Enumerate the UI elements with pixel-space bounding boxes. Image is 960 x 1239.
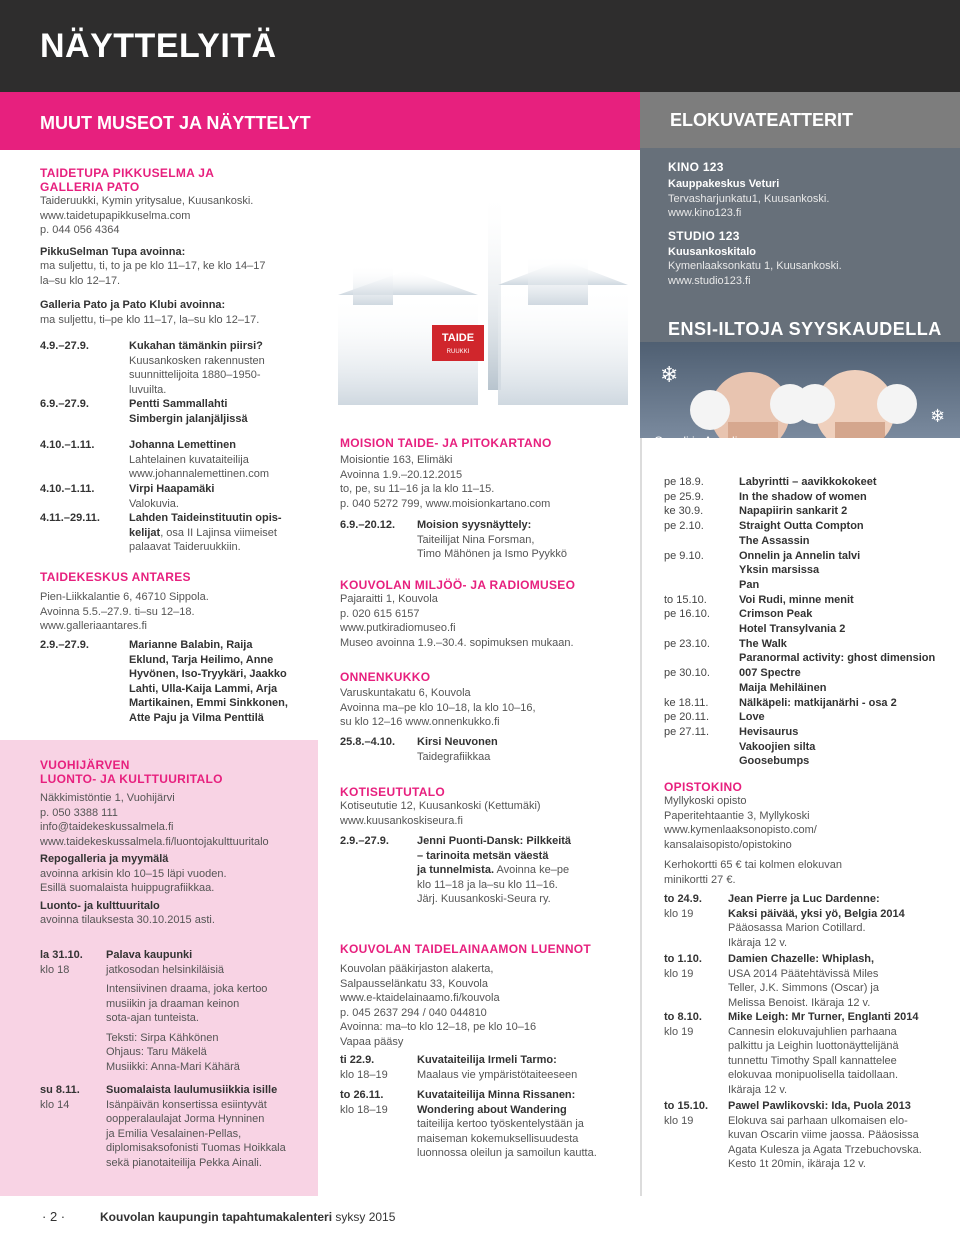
opistokino-price: Kerhokortti 65 € tai kolmen elokuvan — [664, 859, 842, 871]
event-title-2: – tarinoita metsän väestä — [417, 849, 549, 862]
premiere-date: ke 18.11. — [664, 696, 709, 709]
studio123-location: Kuusankoskitalo — [668, 245, 757, 258]
vuohijarvi-event-1 — [40, 948, 320, 1073]
vuohijarvi-web-link[interactable]: www.taidekeskussalmela.fi/luontojakulttuuritalo — [40, 835, 269, 848]
premiere-row — [664, 710, 944, 725]
antares-artists: Lahti, Ulla-Kaija Lammi, Arja — [129, 682, 278, 695]
luennot-address-2: Salpausselänkatu 33, Kouvola — [340, 977, 488, 990]
film-desc: palkittu ja Leighin luottonäyttelijänä — [728, 1040, 899, 1052]
film-desc: Ikäraja 12 v. — [728, 936, 788, 949]
event-desc: Järj. Kuusankoski-Seura ry. — [417, 893, 551, 905]
premiere-row — [664, 666, 944, 681]
film-desc: elokuvaa monipuolisella taidollaan. — [728, 1069, 899, 1081]
repogalleria-hours: avoinna arkisin klo 10–15 läpi vuoden. — [40, 867, 227, 880]
film-desc: Cannesin elokuvajuhlien parhaana — [728, 1025, 897, 1038]
taidetupa-web-link[interactable]: www.taidetupapikkuselma.com — [40, 209, 191, 222]
svg-text:❄: ❄ — [930, 406, 946, 427]
film-desc: kuvan Oscarin viime jaossa. Pääosissa — [728, 1129, 919, 1141]
premiere-row — [664, 519, 944, 534]
taidetupa-events-1 — [40, 339, 320, 429]
event-date: 25.8.–4.10. — [340, 736, 396, 748]
event-item — [129, 482, 214, 511]
film-title: Pawel Pawlikovski: Ida, Puola 2013 — [728, 1100, 911, 1112]
event-title: Virpi Haapamäki — [129, 483, 215, 495]
premiere-row — [664, 637, 944, 652]
event-desc: Taidegrafiikkaa — [417, 750, 491, 763]
event-date: la 31.10. — [40, 949, 83, 961]
premiere-title: Crimson Peak — [739, 608, 813, 621]
luontotalo-hours: avoinna tilauksesta 30.10.2015 asti. — [40, 914, 215, 926]
event-time: klo 18 — [40, 964, 70, 976]
taidetupa-phone: p. 044 056 4364 — [40, 224, 120, 236]
antares-event — [40, 638, 320, 728]
premiere-row — [664, 725, 944, 740]
event-desc: musiikin ja draaman keinon — [106, 997, 240, 1010]
event-date: 4.11.–29.11. — [40, 512, 100, 524]
film-date: to 8.10. — [664, 1011, 702, 1023]
premiere-row — [664, 754, 944, 769]
svg-text:❄: ❄ — [660, 363, 679, 388]
left-section-title: MUUT MUSEOT JA NÄYTTELYT — [40, 113, 311, 133]
onneli-anneli-illustration — [640, 342, 960, 438]
studio123-address: Kymenlaaksonkatu 1, Kuusankoski. — [668, 260, 842, 272]
onnenkukko-hours-2: su klo 12–16 www.onnenkukko.fi — [340, 716, 500, 728]
event-desc: Avoinna ke–pe — [494, 864, 570, 876]
event-desc: suunnittelijoita 1880–1950- — [129, 369, 261, 381]
opistokino-venue: Myllykoski opisto — [664, 795, 747, 807]
tower-left-shape — [353, 265, 393, 305]
photo-caption: Onneli ja Anneli — [654, 434, 738, 448]
event-date: 6.9.–20.12. — [340, 519, 396, 531]
taideruukki-illustration — [318, 175, 640, 430]
event-desc: luvuilta. — [129, 383, 167, 396]
premiere-date: pe 27.11. — [664, 725, 710, 738]
event-item — [106, 1083, 286, 1170]
taide-sign-text-1: TAIDE — [441, 332, 475, 344]
luennot-events — [340, 1053, 630, 1178]
right-section-title: ELOKUVATEATTERIT — [670, 110, 853, 130]
premiere-title: Onnelin ja Annelin talvi — [739, 549, 861, 562]
vuohijarvi-event-2 — [40, 1083, 320, 1173]
event-desc: klo 11–18 ja la–su klo 11–16. — [417, 878, 558, 891]
footer-season: syksy 2015 — [332, 1210, 396, 1224]
premiere-title: In the shadow of women — [739, 490, 867, 503]
event-desc: Valokuvia. — [129, 497, 179, 510]
event-item — [129, 638, 288, 725]
event-time: klo 14 — [40, 1099, 70, 1111]
premiere-title: Hotel Transylvania 2 — [739, 623, 846, 635]
film-info — [728, 952, 879, 1010]
studio123-web-link[interactable]: www.studio123.fi — [668, 274, 751, 287]
event-date: to 26.11. — [340, 1089, 384, 1101]
taidetupa-section — [40, 166, 265, 327]
event-desc: Teksti: Sirpa Kähkönen — [106, 1031, 219, 1044]
film-info — [728, 892, 905, 950]
antares-section — [40, 570, 209, 634]
premiere-title: The Assassin — [739, 534, 810, 547]
vuohijarvi-email-link[interactable]: info@taidekeskussalmela.fi — [40, 821, 174, 833]
film-desc: Kesto 1t 20min, ikäraja 12 v. — [728, 1158, 866, 1170]
premiere-row — [664, 681, 944, 696]
event-title-cont: kelijat — [129, 526, 161, 539]
premiere-title: Nälkäpeli: matkijanärhi - osa 2 — [739, 696, 897, 709]
film-desc: USA 2014 Päätehtävissä Miles — [728, 967, 879, 980]
onnenkukko-title: ONNENKUKKO — [340, 670, 431, 684]
event-item — [129, 438, 269, 482]
moision-hours-1: Avoinna 1.9.–20.12.2015 — [340, 468, 463, 481]
miljoo-hours: Museo avoinna 1.9.–30.4. sopimuksen mukaan. — [340, 636, 574, 649]
film-desc: Pääosassa Marion Cotillard. — [728, 922, 866, 934]
opistokino-films — [664, 892, 954, 1182]
film-desc: Melissa Benoist. Ikäraja 12 v. — [728, 996, 871, 1009]
film-time: klo 19 — [664, 1026, 694, 1038]
premiere-title: Pan — [739, 578, 760, 591]
kino123-section — [668, 160, 842, 288]
event-link[interactable]: www.johannalemettinen.com — [129, 468, 270, 480]
antares-web-link[interactable]: www.galleriaantares.fi — [40, 620, 147, 632]
luontotalo-title: Luonto- ja kulttuuritalo — [40, 899, 160, 912]
film-date: to 15.10. — [664, 1100, 709, 1112]
antares-title: TAIDEKESKUS ANTARES — [40, 570, 191, 584]
event-item — [417, 1088, 597, 1161]
premiere-date: pe 18.9. — [664, 476, 704, 488]
opistokino-title: OPISTOKINO — [664, 780, 743, 794]
premiere-date: ke 30.9. — [664, 505, 704, 518]
event-date: 6.9.–27.9. — [40, 398, 89, 410]
event-date: 4.10.–1.11. — [40, 439, 95, 451]
antares-hours: Avoinna 5.5.–27.9. ti–su 12–18. — [40, 605, 195, 618]
opistokino-address: Paperitehtaantie 3, Myllykoski — [664, 809, 810, 822]
event-desc: luonnossa oleilun ja samoilun kautta. — [417, 1147, 597, 1159]
opistokino-price-2: minikortti 27 €. — [664, 873, 736, 886]
event-item — [129, 397, 248, 426]
event-desc: oopperalaulajat Jorma Hynninen — [106, 1113, 265, 1125]
premiere-date: pe 2.10. — [664, 520, 704, 533]
film-time: klo 19 — [664, 1115, 694, 1127]
event-title: Suomalaista laulumusiikkia isille — [106, 1084, 278, 1096]
premiere-row — [664, 740, 944, 755]
event-date: 2.9.–27.9. — [40, 639, 89, 651]
repogalleria-title: Repogalleria ja myymälä — [40, 853, 169, 865]
taide-sign-text-2: RUUKKI — [446, 349, 470, 355]
film-desc: Kaksi päivää, yksi yö, Belgia 2014 — [728, 907, 905, 920]
antares-artists: Atte Paju ja Vilma Penttilä — [129, 711, 264, 724]
event-desc: Musiikki: Anna-Mari Kähärä — [106, 1060, 240, 1073]
premiere-title: 007 Spectre — [739, 667, 801, 680]
miljoo-address: Pajaraitti 1, Kouvola — [340, 593, 438, 605]
event-desc: Timo Mähönen ja Ismo Pyykkö — [417, 548, 567, 560]
opistokino-web-link[interactable]: www.kymenlaaksonopisto.com/ — [664, 824, 817, 836]
event-desc: Intensiivinen draama, joka kertoo — [106, 983, 268, 995]
premiere-row — [664, 651, 944, 666]
onnenkukko-address: Varuskuntakatu 6, Kouvola — [340, 687, 471, 699]
page-number: · 2 · — [42, 1209, 66, 1224]
moision-address: Moisiontie 163, Elimäki — [340, 454, 453, 466]
moision-section — [340, 436, 552, 511]
premiere-date: pe 30.10. — [664, 667, 710, 680]
event-title: Kuvataiteilija Irmeli Tarmo: — [417, 1054, 557, 1066]
event-item — [417, 1053, 577, 1082]
premiere-row — [664, 504, 944, 519]
luennot-hours: Avoinna: ma–to klo 12–18, pe klo 10–16 — [340, 1021, 537, 1033]
event-date: 4.9.–27.9. — [40, 340, 89, 352]
premiere-title: Love — [739, 711, 765, 724]
premiere-row — [664, 578, 944, 593]
miljoo-web-link[interactable]: www.putkiradiomuseo.fi — [340, 622, 456, 634]
event-desc: Taiteilijat Nina Forsman, — [417, 533, 535, 546]
film-title: Mike Leigh: Mr Turner, Englanti 2014 — [728, 1011, 919, 1023]
antares-artists: Eklund, Tarja Heilimo, Anne — [129, 653, 274, 666]
kotiseutu-address: Kotiseututie 12, Kuusankoski (Kettumäki) — [340, 800, 541, 812]
premiere-title: Paranormal activity: ghost dimension — [739, 652, 936, 665]
taidetupa-title-2: GALLERIA PATO — [40, 180, 140, 194]
pikkuselma-open-title: PikkuSelman Tupa avoinna: — [40, 245, 186, 258]
kotiseutu-section — [340, 785, 541, 828]
premiere-title: Maija Mehiläinen — [739, 681, 827, 694]
luennot-address-1: Kouvolan pääkirjaston alakerta, — [340, 963, 494, 975]
event-desc: palaavat Taideruukkiin. — [129, 541, 241, 553]
event-title: Kukahan tämänkin piirsi? — [129, 340, 263, 352]
taidetupa-events-2 — [40, 438, 320, 558]
premiere-row — [664, 475, 944, 490]
event-subtitle: Simbergin jalanjäljissä — [129, 412, 248, 425]
event-title: Jenni Puonti-Dansk: Pilkkeitä — [417, 835, 572, 847]
luennot-phone: p. 045 2637 294 / 040 044810 — [340, 1006, 487, 1019]
event-desc: , osa II Lajinsa viimeiset — [160, 526, 277, 539]
event-title: Moision syysnäyttely: — [417, 519, 532, 531]
event-item — [417, 834, 571, 907]
luennot-web-link[interactable]: www.e-ktaidelainaamo.fi/kouvola — [340, 992, 500, 1004]
kino123-web-link[interactable]: www.kino123.fi — [668, 207, 742, 219]
luennot-section — [340, 942, 591, 1049]
event-desc: sota-ajan tunteista. — [106, 1012, 199, 1024]
film-title: Damien Chazelle: Whiplash, — [728, 953, 875, 965]
tower-mid-shape — [528, 255, 588, 305]
moision-phone: p. 040 5272 799, www.moisionkartano.com — [340, 497, 551, 510]
premiere-title: Vakoojien silta — [739, 740, 816, 753]
event-item — [417, 518, 567, 562]
film-desc: Agata Kulesza ja Agata Trzebuchovska. — [728, 1143, 922, 1156]
film-date: to 1.10. — [664, 953, 702, 965]
taidetupa-title: TAIDETUPA PIKKUSELMA JA — [40, 166, 215, 180]
event-desc: sekä pianotaiteilija Pekka Ainali. — [106, 1156, 262, 1169]
event-item — [129, 339, 265, 397]
premiere-date: pe 20.11. — [664, 711, 710, 724]
event-desc: Maalaus vie ympäristötaiteeseen — [417, 1068, 578, 1081]
event-date: su 8.11. — [40, 1084, 80, 1096]
premiere-row — [664, 696, 944, 711]
vuohijarvi-title: VUOHIJÄRVEN — [40, 758, 130, 772]
taidetupa-address: Taideruukki, Kymin yritysalue, Kuusankoski. — [40, 195, 254, 207]
galleria-pato-hours: ma suljettu, ti–pe klo 11–17, la–su klo 12–17. — [40, 313, 260, 326]
premiere-date: pe 23.10. — [664, 637, 710, 650]
premiere-title: Labyrintti – aavikkokokeet — [739, 476, 877, 488]
premiere-row — [664, 593, 944, 608]
opistokino-section — [664, 780, 842, 887]
onnenkukko-hours-1: Avoinna ma–pe klo 10–18, la klo 10–16, — [340, 701, 536, 714]
event-title: Lahden Taideinstituutin opis- — [129, 512, 282, 524]
moision-hours-2: to, pe, su 11–16 ja la klo 11–15. — [340, 483, 495, 495]
event-date: ti 22.9. — [340, 1054, 375, 1066]
miljoo-section — [340, 578, 575, 650]
premiere-title: Napapiirin sankarit 2 — [739, 505, 848, 518]
film-time: klo 19 — [664, 968, 694, 980]
kino123-title: KINO 123 — [668, 160, 724, 174]
premiere-row — [664, 563, 944, 578]
film-desc: Elokuva sai parhaan ulkomaisen elo- — [728, 1114, 908, 1127]
event-desc: diplomisaksofonisti Tuomas Hoikkala — [106, 1142, 286, 1154]
antares-artists: Marianne Balabin, Raija — [129, 639, 253, 651]
premiere-date: pe 16.10. — [664, 608, 710, 621]
event-title: Kuvataiteilija Minna Rissanen: — [417, 1089, 576, 1101]
luennot-admission: Vapaa pääsy — [340, 1035, 404, 1048]
kotiseutu-event — [340, 834, 630, 914]
event-title-2: Wondering about Wandering — [417, 1103, 567, 1116]
pikkuselma-hours-2: la–su klo 12–17. — [40, 274, 121, 287]
event-date: 4.10.–1.11. — [40, 483, 95, 495]
premiere-row — [664, 549, 944, 564]
event-title: Kirsi Neuvonen — [417, 736, 498, 748]
event-desc: maiseman kokemuksellisuudesta — [417, 1132, 579, 1145]
event-desc: ja Emilia Vesalainen-Pellas, — [106, 1127, 242, 1140]
galleria-pato-open-title: Galleria Pato ja Pato Klubi avoinna: — [40, 299, 226, 311]
opistokino-web-link-2[interactable]: kansalaisopisto/opistokino — [664, 838, 792, 851]
event-title: Johanna Lemettinen — [129, 439, 236, 451]
event-date: 2.9.–27.9. — [340, 835, 389, 847]
film-desc: Ikäraja 12 v. — [728, 1083, 788, 1096]
antares-address: Pien-Liikkalantie 6, 46710 Sippola. — [40, 591, 209, 603]
premiere-row — [664, 490, 944, 505]
film-info — [728, 1099, 922, 1172]
antares-artists: Martikainen, Emmi Sinkkonen, — [129, 697, 288, 709]
miljoo-title: KOUVOLAN MILJÖÖ- JA RADIOMUSEO — [340, 578, 576, 592]
premiere-date: pe 9.10. — [664, 549, 704, 562]
event-title: Palava kaupunki — [106, 949, 193, 961]
onnenkukko-event — [340, 735, 630, 767]
premiere-title: The Walk — [739, 637, 787, 650]
premiere-row — [664, 607, 944, 622]
premiere-date: pe 25.9. — [664, 490, 704, 503]
luennot-title: KOUVOLAN TAIDELAINAAMON LUENNOT — [340, 942, 592, 956]
premiere-title: Goosebumps — [739, 755, 810, 768]
kino123-location: Kauppakeskus Veturi — [668, 178, 780, 190]
kino123-address: Tervasharjunkatu1, Kuusankoski. — [668, 192, 830, 205]
film-desc: Teller, J.K. Simmons (Oscar) ja — [728, 982, 879, 994]
event-title: Pentti Sammallahti — [129, 398, 228, 410]
studio123-title: STUDIO 123 — [668, 228, 740, 243]
film-info — [728, 1010, 919, 1097]
premiere-title: Yksin marsissa — [739, 564, 820, 577]
premiere-row — [664, 622, 944, 637]
moision-event — [340, 518, 630, 566]
vuohijarvi-title-2: LUONTO- JA KULTTUURITALO — [40, 772, 223, 786]
kotiseutu-web-link[interactable]: www.kuusankoskiseura.fi — [340, 814, 463, 827]
film-title: Jean Pierre ja Luc Dardenne: — [728, 893, 880, 905]
miljoo-phone: p. 020 615 6157 — [340, 607, 420, 620]
ensi-illat-title: ENSI-ILTOJA SYYSKAUDELLA — [668, 319, 942, 339]
repogalleria-desc: Esillä suomalaista huippugrafiikkaa. — [40, 882, 215, 894]
kotiseutu-title: KOTISEUTUTALO — [340, 785, 446, 799]
premiere-title: Hevisaurus — [739, 725, 799, 738]
antares-artists: Hyvönen, Iso-Tryykäri, Jaakko — [129, 668, 287, 680]
film-time: klo 19 — [664, 908, 694, 920]
film-desc: tunnettu Timothy Spall kannattelee — [728, 1054, 897, 1067]
event-desc: taiteilija kertoo työskentelystään ja — [417, 1118, 584, 1130]
movie-photo — [640, 342, 960, 438]
event-time: klo 18–19 — [340, 1104, 388, 1116]
event-item — [417, 735, 498, 764]
onnenkukko-section — [340, 670, 536, 730]
event-desc: Ohjaus: Taru Mäkelä — [106, 1046, 207, 1058]
film-date: to 24.9. — [664, 893, 702, 905]
event-desc: Isänpäivän konsertissa esiintyvät — [106, 1098, 267, 1111]
event-title-3: ja tunnelmista. — [417, 864, 495, 876]
event-item — [106, 948, 267, 1074]
vuohijarvi-address: Näkkimistöntie 1, Vuohijärvi — [40, 792, 175, 804]
page-title: NÄYTTELYITÄ — [40, 27, 277, 65]
footer-text — [100, 1210, 395, 1225]
event-time: klo 18–19 — [340, 1069, 388, 1081]
premiere-title: Voi Rudi, minne menit — [739, 593, 854, 606]
event-desc: Kuusankosken rakennusten — [129, 354, 265, 367]
event-desc: jatkosodan helsinkiläisiä — [106, 963, 225, 976]
event-item — [129, 511, 282, 555]
footer-title: Kouvolan kaupungin tapahtumakalenteri — [100, 1210, 333, 1224]
moision-title: MOISION TAIDE- JA PITOKARTANO — [340, 436, 552, 450]
premiere-list — [664, 475, 944, 770]
premiere-row — [664, 534, 944, 549]
premiere-title: Straight Outta Compton — [739, 520, 864, 533]
vuohijarvi-phone: p. 050 3388 111 — [40, 806, 118, 819]
event-desc: Lahtelainen kuvataiteilija — [129, 453, 249, 466]
pikkuselma-hours-1: ma suljettu, ti, to ja pe klo 11–17, ke klo 14–17 — [40, 260, 266, 272]
vuohijarvi-section — [40, 758, 269, 928]
premiere-date: to 15.10. — [664, 593, 707, 606]
